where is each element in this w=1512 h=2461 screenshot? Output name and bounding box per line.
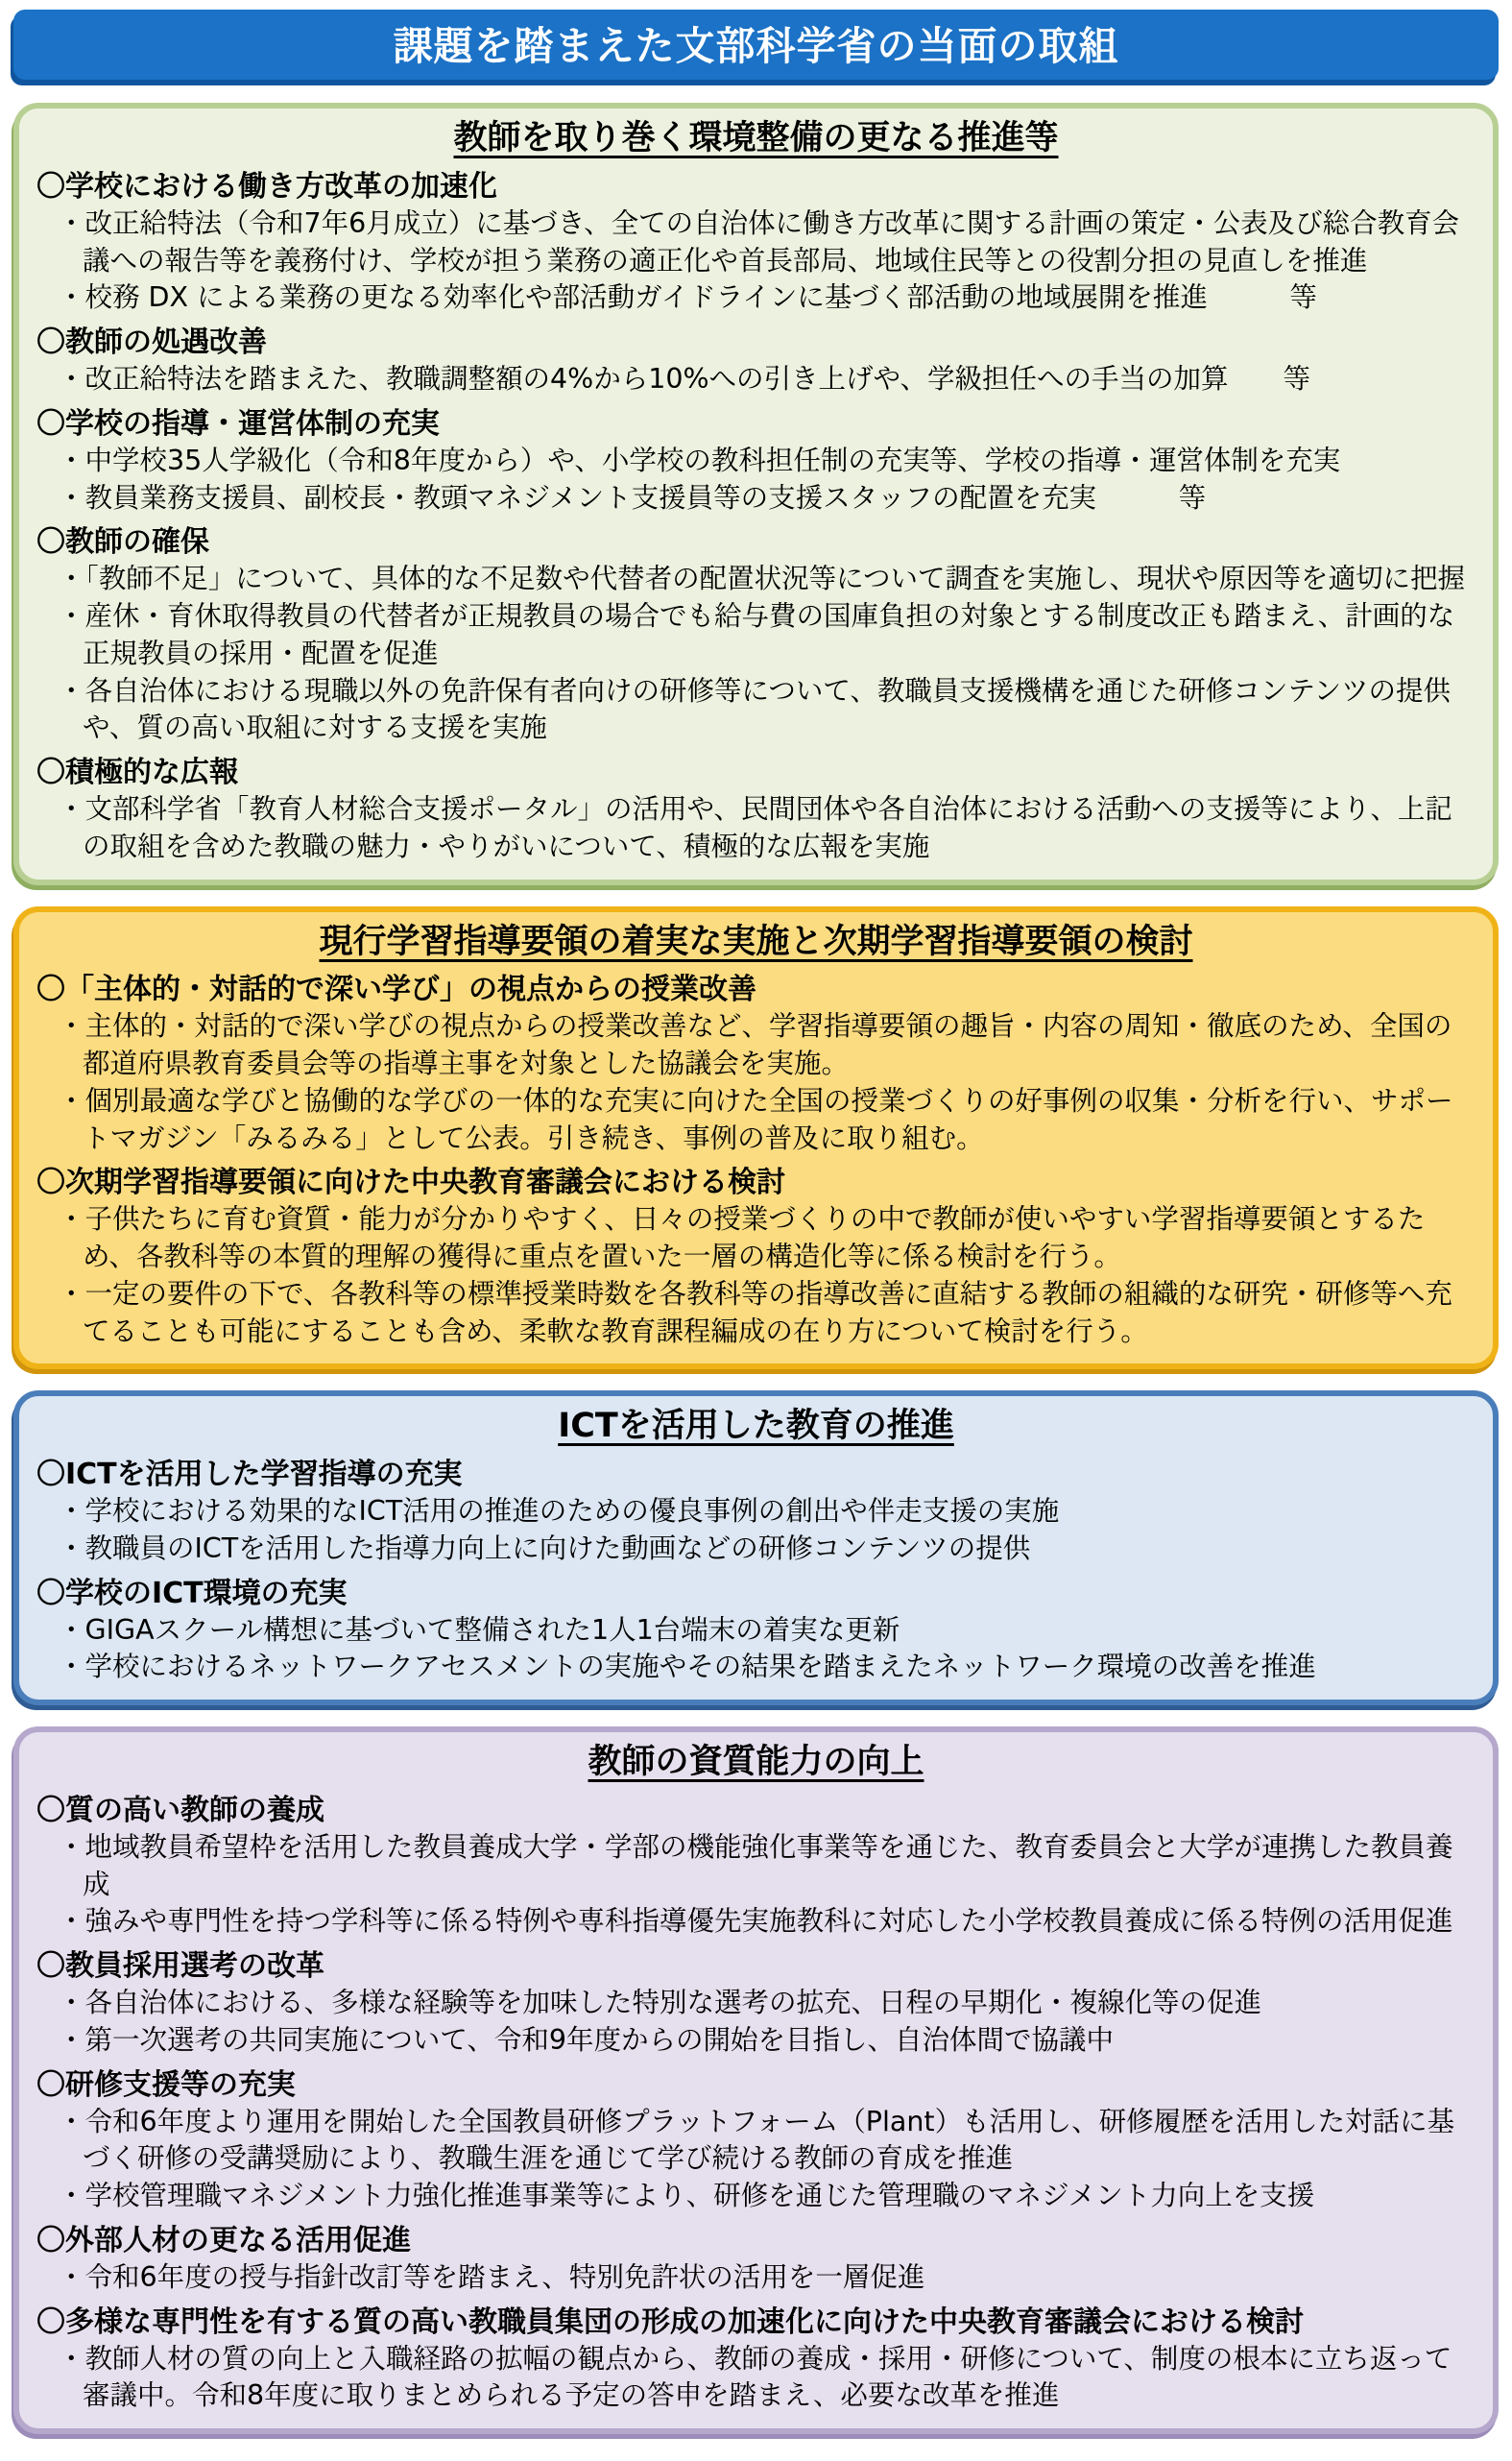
topic-heading: 〇「主体的・対話的で深い学び」の視点からの授業改善 bbox=[36, 973, 756, 1007]
topic-bullet: ・「教師不足」について、具体的な不足数や代替者の配置状況等について調査を実施し、現状や原因等を適切に把握 bbox=[58, 563, 1466, 595]
topic-bullet: ・強みや専門性を持つ学科等に係る特例や専科指導優先実施教科に対応した小学校教員養成に係る特例の活用促進 bbox=[58, 1905, 1453, 1938]
topic-item bbox=[36, 1575, 1476, 1687]
topic-bullet: ・一定の要件の下で、各教科等の標準授業時数を各教科等の指導改善に直結する教師の組織的な研究・研修等へ充てることも可能にすることも含め、柔軟な教育課程編成の在り方について検討を行う。 bbox=[58, 1277, 1452, 1347]
topic-bullet: ・教師人材の質の向上と入職経路の拡幅の観点から、教師の養成・採用・研修について、制度の根本に立ち返って審議中。令和8年度に取りまとめられる予定の答申を踏まえ、必要な改革を推進 bbox=[58, 2342, 1452, 2412]
topic-bullet: ・産休・育休取得教員の代替者が正規教員の場合でも給与費の国庫負担の対象とする制度改正も踏まえ、計画的な正規教員の採用・配置を促進 bbox=[58, 600, 1455, 669]
topic-item bbox=[36, 754, 1476, 866]
section-curriculum-items bbox=[36, 971, 1476, 1350]
topic-bullet: ・令和6年度の授与指針改訂等を踏まえ、特別免許状の活用を一層促進 bbox=[58, 2260, 925, 2293]
section-teacher-quality-title: 教師の資質能力の向上 bbox=[588, 1743, 924, 1781]
topic-item bbox=[36, 2222, 1476, 2297]
topic-heading: 〇多様な専門性を有する質の高い教職員集団の形成の加速化に向けた中央教育審議会における検討 bbox=[36, 2304, 1304, 2339]
topic-item bbox=[36, 1164, 1476, 1350]
topic-bullet: ・学校における効果的なICT活用の推進のための優良事例の創出や伴走支援の実施 bbox=[58, 1495, 1060, 1527]
topic-item bbox=[36, 405, 1476, 518]
section-teacher-environment-items bbox=[36, 168, 1476, 866]
topic-item bbox=[36, 1792, 1476, 1941]
topic-heading: 〇教員採用選考の改革 bbox=[36, 1949, 324, 1983]
topic-item bbox=[36, 2066, 1476, 2215]
page-title: 課題を踏まえた文部科学省の当面の取組 bbox=[393, 23, 1119, 69]
section-ict-items bbox=[36, 1456, 1476, 1686]
topic-heading: 〇質の高い教師の養成 bbox=[36, 1793, 324, 1827]
topic-item bbox=[36, 2304, 1476, 2416]
topic-bullet: ・文部科学省「教育人材総合支援ポータル」の活用や、民間団体や各自治体における活動への支援等により、上記の取組を含めた教職の魅力・やりがいについて、積極的な広報を実施 bbox=[58, 793, 1452, 862]
topic-bullet: ・学校管理職マネジメント力強化推進事業等により、研修を通じた管理職のマネジメント力向上を支援 bbox=[58, 2180, 1315, 2211]
topic-item bbox=[36, 168, 1476, 317]
topic-item bbox=[36, 971, 1476, 1157]
topic-heading: 〇学校における働き方改革の加速化 bbox=[36, 169, 497, 204]
topic-bullet: ・個別最適な学びと協働的な学びの一体的な充実に向けた全国の授業づくりの好事例の収集・分析を行い、サポートマガジン「みるみる」として公表。引き続き、事例の普及に取り組む。 bbox=[58, 1084, 1453, 1154]
topic-bullet: ・各自治体における現職以外の免許保有者向けの研修等について、教職員支援機構を通じた研修コンテンツの提供や、質の高い取組に対する支援を実施 bbox=[58, 674, 1451, 744]
section-teacher-quality-items bbox=[36, 1792, 1476, 2415]
section-ict-title: ICTを活用した教育の推進 bbox=[558, 1407, 954, 1446]
topic-bullet: ・GIGAスクール構想に基づいて整備された1人1台端末の着実な更新 bbox=[58, 1613, 900, 1646]
topic-bullet: ・主体的・対話的で深い学びの視点からの授業改善など、学習指導要領の趣旨・内容の周知・徹底のため、全国の都道府県教育委員会等の指導主事を対象とした協議会を実施。 bbox=[58, 1010, 1452, 1079]
topic-item bbox=[36, 324, 1476, 398]
topic-heading: 〇外部人材の更なる活用促進 bbox=[36, 2223, 411, 2257]
topic-bullet: ・第一次選考の共同実施について、令和9年度からの開始を目指し、自治体間で協議中 bbox=[58, 2023, 1114, 2056]
topic-bullet: ・地域教員希望枠を活用した教員養成大学・学部の機能強化事業等を通じた、教育委員会と大学が連携した教員養成 bbox=[58, 1830, 1453, 1900]
topic-heading: 〇教師の処遇改善 bbox=[36, 326, 267, 359]
topic-bullet: ・校務 DX による業務の更なる効率化や部活動ガイドラインに基づく部活動の地域展開を推進 等 bbox=[58, 281, 1317, 314]
topic-item bbox=[36, 523, 1476, 747]
topic-heading: 〇教師の確保 bbox=[36, 525, 209, 560]
topic-bullet: ・教員業務支援員、副校長・教頭マネジメント支援員等の支援スタッフの配置を充実 等 bbox=[58, 481, 1207, 514]
topic-item bbox=[36, 1456, 1476, 1568]
topic-bullet: ・学校におけるネットワークアセスメントの実施やその結果を踏まえたネットワーク環境の改善を推進 bbox=[58, 1651, 1316, 1683]
section-teacher-quality bbox=[13, 1726, 1499, 2434]
topic-bullet: ・教職員のICTを活用した指導力向上に向けた動画などの研修コンテンツの提供 bbox=[58, 1532, 1031, 1564]
topic-bullet: ・改正給特法を踏まえた、教職調整額の4%から10%への引き上げや、学級担任への手当の加算 等 bbox=[58, 363, 1310, 395]
topic-heading: 〇研修支援等の充実 bbox=[36, 2067, 296, 2102]
topic-heading: 〇積極的な広報 bbox=[36, 756, 238, 789]
topic-item bbox=[36, 1947, 1476, 2060]
topic-heading: 〇次期学習指導要領に向けた中央教育審議会における検討 bbox=[36, 1166, 785, 1200]
topic-bullet: ・各自治体における、多様な経験等を加味した特別な選考の拡充、日程の早期化・複線化等の促進 bbox=[58, 1987, 1262, 2018]
page-title-banner bbox=[13, 10, 1499, 80]
topic-bullet: ・改正給特法（令和7年6月成立）に基づき、全ての自治体に働き方改革に関する計画の策定・公表及び総合教育会議への報告等を義務付け、学校が担う業務の適正化や首長部局、地域住民等との役割分担の見直しを推進 bbox=[58, 206, 1460, 277]
topic-heading: 〇学校のICT環境の充実 bbox=[36, 1576, 348, 1610]
topic-heading: 〇ICTを活用した学習指導の充実 bbox=[36, 1458, 463, 1491]
topic-bullet: ・令和6年度より運用を開始した全国教員研修プラットフォーム（Plant）も活用し、研修履歴を活用した対話に基づく研修の受講奨励により、教職生涯を通じて学び続ける教師の育成を推進 bbox=[58, 2105, 1455, 2175]
topic-heading: 〇学校の指導・運営体制の充実 bbox=[36, 406, 440, 441]
section-curriculum-title: 現行学習指導要領の着実な実施と次期学習指導要領の検討 bbox=[319, 922, 1193, 961]
section-teacher-environment-title: 教師を取り巻く環境整備の更なる推進等 bbox=[453, 119, 1059, 157]
section-ict bbox=[13, 1390, 1499, 1705]
topic-bullet: ・中学校35人学級化（令和8年度から）や、小学校の教科担任制の充実等、学校の指導・運営体制を充実 bbox=[58, 444, 1341, 476]
section-teacher-environment bbox=[13, 103, 1499, 885]
topic-bullet: ・子供たちに育む資質・能力が分かりやすく、日々の授業づくりの中で教師が使いやすい学習指導要領とするため、各教科等の本質的理解の獲得に重点を置いた一層の構造化等に係る検討を行う。 bbox=[58, 1203, 1426, 1272]
section-curriculum bbox=[13, 906, 1499, 1370]
